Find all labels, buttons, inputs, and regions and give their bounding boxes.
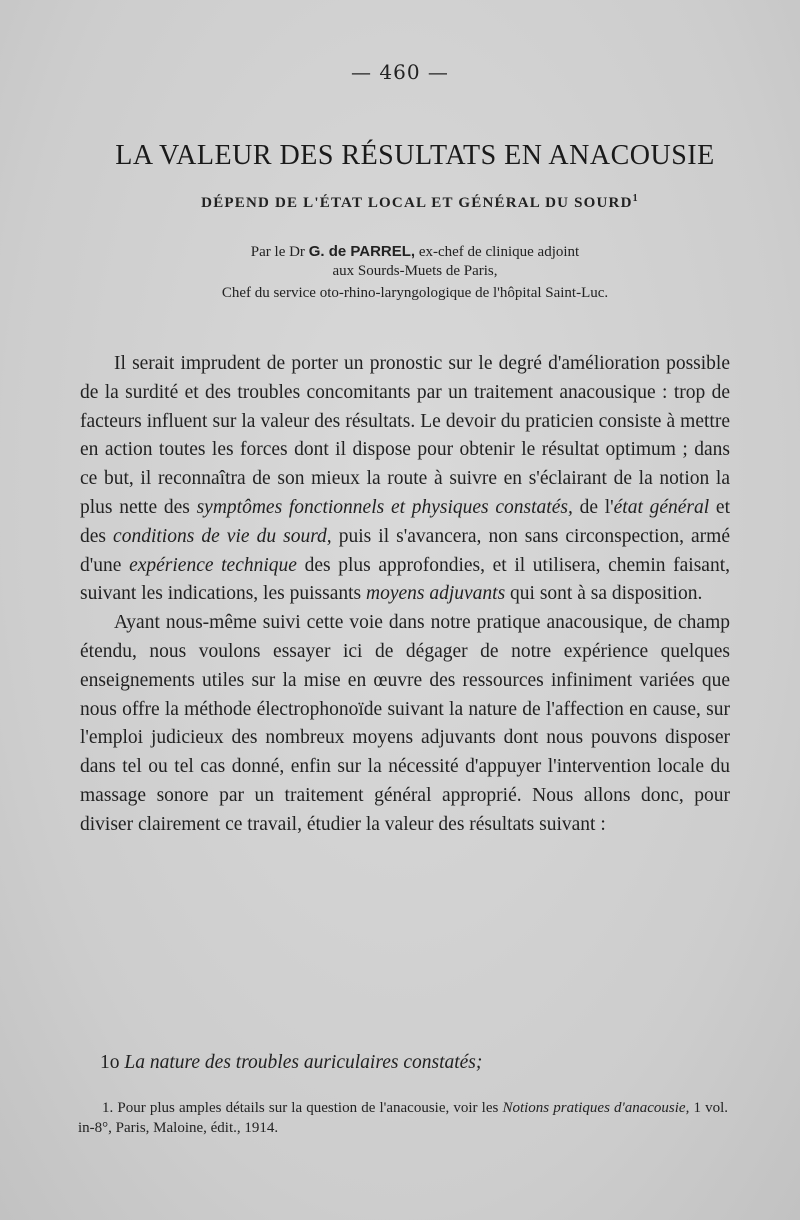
article-body: [80, 350, 730, 840]
footnote-text-1: 1. Pour plus amples détails sur la question de l'anacousie, voir les: [102, 1100, 503, 1116]
p1-text-1: Il serait imprudent de porter un pronostic sur le degré d'amélioration possible de la surdité et des troubles concomitants par un traitement anacousique : trop de facteurs influent sur la valeur des résultats. Le devoir du praticien consiste à mettre en action toutes les forces dont il dispose pour obtenir le résultat optimum ; dans ce but, il reconnaîtra de son mieux la route à suivre en s'éclairant de la notion la plus nette des: [80, 353, 730, 518]
p1-text-2: de l': [572, 496, 614, 518]
paragraph-1: [80, 350, 730, 609]
p1-text-4: puis il s'avancera, non sans circonspection, armé d'une: [80, 525, 730, 576]
footnote-italic: Notions pratiques d'anacousie,: [502, 1100, 690, 1116]
footnote-text-2: 1 vol. in-8°, Paris, Maloine, édit., 1914.: [78, 1100, 728, 1136]
footnote: [78, 1098, 728, 1138]
p1-italic-5: moyens adjuvants: [365, 583, 506, 605]
footnote-marker: 1: [632, 193, 639, 204]
subtitle-text: DÉPEND DE L'ÉTAT LOCAL ET GÉNÉRAL DU SOURD: [201, 195, 633, 211]
article-title: LA VALEUR DES RÉSULTATS EN ANACOUSIE: [115, 140, 715, 171]
list-item-number: 1o: [100, 1052, 120, 1073]
byline-author: [110, 243, 720, 261]
paragraph-2: Ayant nous-même suivi cette voie dans notre pratique anacousique, de champ étendu, nous voulons essayer ici de dégager de notre expérience quelques enseignements utiles sur la mise en œuvre des ressources infiniment variées que nous offre la méthode électrophonoïde suivant la nature de l'affection en cause, sur l'emploi judicieux des nombreux moyens adjuvants dont nous pouvons disposer dans tel ou tel cas donné, enfin sur la nécessité d'appuyer l'intervention locale du massage sonore par un traitement général approprié. Nous allons donc, pour diviser clairement ce travail, étudier la valeur des résultats suivant :: [80, 612, 730, 835]
byline-prefix: Par le Dr: [250, 244, 305, 260]
author-role-1: ex-chef de clinique adjoint: [418, 244, 580, 260]
list-item-text: La nature des troubles auriculaires constatés;: [124, 1052, 483, 1073]
p1-text-3: et des: [80, 496, 730, 547]
author-role-2: aux Sourds-Muets de Paris,: [332, 263, 498, 279]
author-name: G. de PARREL,: [308, 243, 416, 260]
author-role-3: Chef du service oto-rhino-laryngologique de l'hôpital Saint-Luc.: [221, 285, 609, 301]
p1-italic-2: état général: [613, 496, 710, 518]
article-subtitle: [140, 193, 700, 212]
p1-text-6: qui sont à sa disposition.: [505, 583, 703, 605]
p1-italic-1: symptômes fonctionnels et physiques constatés,: [196, 496, 573, 518]
page-number: — 460 —: [351, 60, 449, 84]
footnote-text: [78, 1098, 728, 1138]
list-item-1: [100, 1052, 720, 1074]
p1-text-5: des plus approfondies, et il utilisera, chemin faisant, suivant les indications, les puissants: [80, 554, 730, 605]
p1-italic-3: conditions de vie du sourd,: [113, 525, 332, 547]
p1-italic-4: expérience technique: [129, 554, 297, 576]
